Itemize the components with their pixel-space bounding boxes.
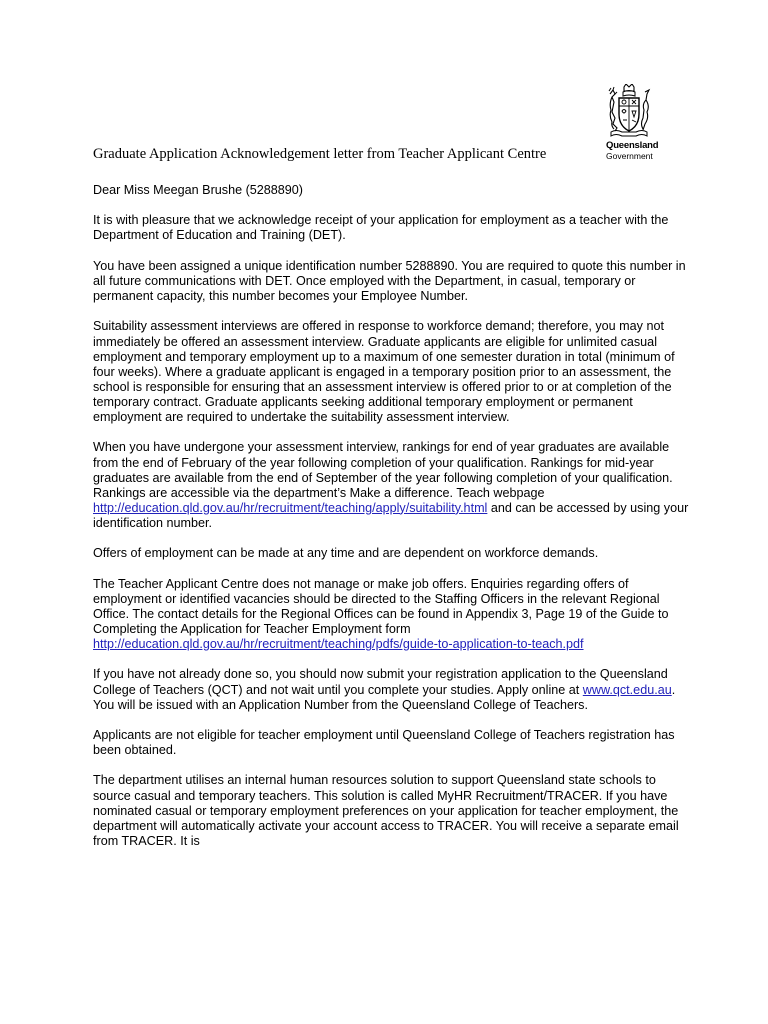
rankings-text-after: and can be accessed by using your identification number.	[93, 500, 689, 530]
paragraph-offers: Offers of employment can be made at any time and are dependent on workforce demands.	[93, 546, 599, 561]
guide-pdf-link[interactable]: http://education.qld.gov.au/hr/recruitment/teaching/pdfs/guide-to-application-to-teach.pdf	[93, 637, 584, 652]
letter-body	[93, 183, 693, 864]
queensland-coat-of-arms-icon	[606, 84, 652, 138]
paragraph-identification-number: You have been assigned a unique identification number 5288890. You are required to quote this number in all future communications with DET. Once employed with the Department, in casual, temporary or permanent capacity, this number becomes your Employee Number.	[93, 258, 686, 304]
document-title: Graduate Application Acknowledgement letter from Teacher Applicant Centre	[93, 146, 547, 162]
paragraph-tracer: The department utilises an internal human resources solution to support Queensland state schools to source casual and temporary teachers. This solution is called MyHR Recruitment/TRACER. If you have nominated casual or temporary employment preferences on your application for teacher employment, the department will automatically activate your account access to TRACER. You will receive a separate email from TRACER. It is	[93, 773, 679, 848]
qct-text: If you have not already done so, you should now submit your registration application to the Queensland College of Teachers (QCT) and not wait until you complete your studies. Apply online at	[93, 667, 668, 697]
rankings-text: When you have undergone your assessment interview, rankings for end of year graduates are available from the end of February of the year following completion of your qualification. Rankings for mid-year graduates are available from the end of September of the year following completion of your qualification. Rankings are accessible via the department’s Make a difference. Teach webpage	[93, 440, 673, 500]
applicant-centre-text: The Teacher Applicant Centre does not manage or make job offers. Enquiries regarding offers of employment or identified vacancies should be directed to the Staffing Officers in the relevant Regional Office. The contact details for the Regional Offices can be found in Appendix 3, Page 19 of the Guide to Completing the Application for Teacher Employment form	[93, 576, 669, 636]
logo-subtitle: Government	[606, 151, 653, 161]
paragraph-acknowledgement: It is with pleasure that we acknowledge receipt of your application for employment as a teacher with the Department of Education and Training (DET).	[93, 213, 669, 243]
suitability-link[interactable]: http://education.qld.gov.au/hr/recruitment/teaching/apply/suitability.html	[93, 500, 488, 515]
logo-name: Queensland	[606, 140, 659, 151]
paragraph-eligibility: Applicants are not eligible for teacher employment until Queensland College of Teachers registration has been obtained.	[93, 728, 675, 758]
paragraph-applicant-centre	[93, 577, 693, 652]
qct-text-after: . You will be issued with an Application Number from the Queensland College of Teachers.	[93, 682, 676, 712]
salutation: Dear Miss Meegan Brushe (5288890)	[93, 183, 304, 197]
paragraph-qct-registration	[93, 667, 693, 712]
qct-website-link[interactable]: www.qct.edu.au	[582, 682, 672, 697]
paragraph-rankings	[93, 440, 693, 531]
queensland-government-logo	[596, 84, 668, 166]
paragraph-suitability-interviews: Suitability assessment interviews are offered in response to workforce demand; therefore, you may not immediately be offered an assessment interview. Graduate applicants are eligible for unlimited casual employment and temporary employment up to a maximum of one semester duration in total (minimum of four weeks). Where a graduate applicant is engaged in a temporary position prior to an assessment, the school is responsible for ensuring that an assessment interview is offered prior to or at completion of the temporary contract. Graduate applicants seeking additional temporary employment or permanent employment are required to undertake the suitability assessment interview.	[93, 319, 675, 425]
